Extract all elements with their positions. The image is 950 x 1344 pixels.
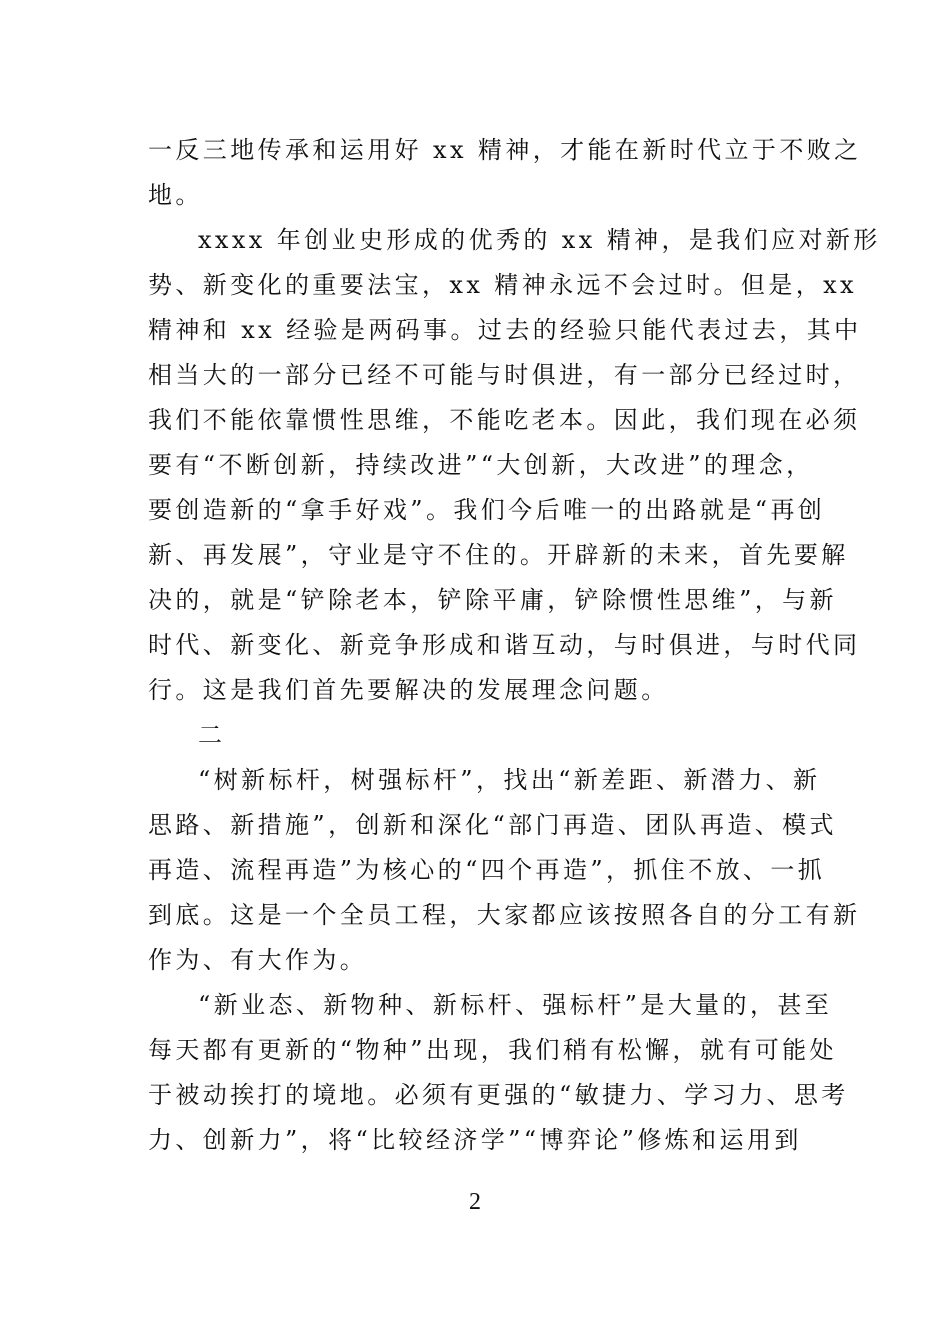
text-line: 行。这是我们首先要解决的发展理念问题。 [148, 676, 669, 704]
body-text [148, 128, 881, 1163]
paragraph-start-line: “新业态、新物种、新标杆、强标杆”是大量的，甚至 [198, 991, 833, 1019]
text-line: 再造、流程再造”为核心的“四个再造”，抓住不放、一抓 [148, 856, 826, 884]
text-line: 每天都有更新的“物种”出现，我们稍有松懈，就有可能处 [148, 1036, 837, 1064]
text-line: 相当大的一部分已经不可能与时俱进，有一部分已经过时， [148, 361, 861, 389]
text-line: 思路、新措施”，创新和深化“部门再造、团队再造、模式 [148, 811, 837, 839]
text-line: 要创造新的“拿手好戏”。我们今后唯一的出路就是“再创 [148, 496, 826, 524]
text-line: 力、创新力”，将“比较经济学”“博弈论”修炼和运用到 [148, 1126, 802, 1154]
text-line: 新、再发展”，守业是守不住的。开辟新的未来，首先要解 [148, 541, 849, 569]
text-line: 要有“不断创新，持续改进”“大创新，大改进”的理念， [148, 451, 814, 479]
paragraph-start-line: xxxx 年创业史形成的优秀的 xx 精神，是我们应对新形 [198, 226, 881, 254]
text-line: 决的，就是“铲除老本，铲除平庸，铲除惯性思维”，与新 [148, 586, 837, 614]
section-number: 二 [198, 721, 226, 749]
text-line: 到底。这是一个全员工程，大家都应该按照各自的分工有新 [148, 901, 861, 929]
page-number: 2 [469, 1189, 481, 1215]
paragraph-start-line: “树新标杆，树强标杆”，找出“新差距、新潜力、新 [198, 766, 821, 794]
text-line: 一反三地传承和运用好 xx 精神，才能在新时代立于不败之 [148, 136, 862, 164]
text-line: 精神和 xx 经验是两码事。过去的经验只能代表过去，其中 [148, 316, 862, 344]
text-line: 于被动挨打的境地。必须有更强的“敏捷力、学习力、思考 [148, 1081, 849, 1109]
text-line: 势、新变化的重要法宝，xx 精神永远不会过时。但是，xx [148, 271, 857, 299]
text-line: 作为、有大作为。 [148, 946, 368, 974]
text-line: 时代、新变化、新竞争形成和谐互动，与时俱进，与时代同 [148, 631, 861, 659]
text-line: 我们不能依靠惯性思维，不能吃老本。因此，我们现在必须 [148, 406, 861, 434]
text-line: 地。 [148, 181, 203, 209]
